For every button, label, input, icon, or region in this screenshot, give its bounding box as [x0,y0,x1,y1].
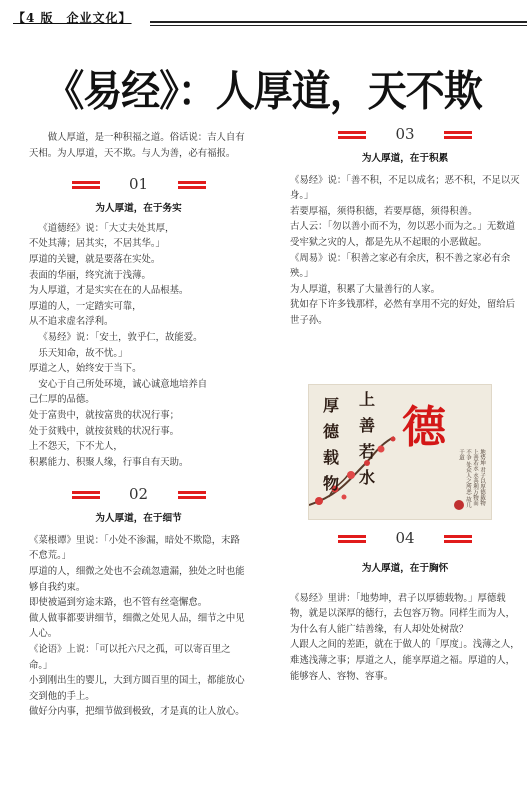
text-line: 人跟人之间的差距，就在于做人的「厚度」。浅薄之人，难逃浅薄之事；厚道之人，能享厚道之福。厚道的人，能够容人、容物、容事。 [290,639,520,682]
text-line: 古人云：「勿以善小而不为，勿以恶小而为之。」无数道受牢狱之灾的人，都是先从不起眼的小恶做起。 [290,221,515,248]
red-bars-icon [72,491,100,499]
text-line: 为人厚道，才是实实在在的人品根基。 [29,285,189,297]
red-bars-icon [178,181,206,189]
section-02-body [29,533,248,720]
text-line: 己仁厚的品德。 [29,394,95,406]
section-03-header [290,124,520,146]
section-01-body [29,221,248,471]
text-line: 小到刚出生的婴儿，大到方圆百里的国土，都能放心交到他的手上。 [29,675,245,702]
left-column [29,130,248,720]
section-subtitle: 为人厚道，在于胸怀 [361,563,449,574]
section-subtitle: 为人厚道，在于积累 [361,153,449,164]
text-line: 《周易》说：「积善之家必有余庆，积不善之家必有余殃。」 [290,252,511,280]
section-subtitle: 为人厚道，在于务实 [95,203,182,215]
text-line: 做人做事都要讲细节，细微之处见人品，细节之中见人心。 [29,612,245,640]
text-line: 《道德经》说：「大丈夫处其厚， [38,222,175,234]
text-line: 积累能力、积聚人缘，行事自有天助。 [29,456,189,468]
page-header [0,0,527,30]
red-bars-icon [338,535,366,543]
header-rule [150,21,527,23]
text-line: 厚道的人，一定踏实可靠， [29,300,142,312]
text-line: 不处其薄；居其实，不居其华。」 [29,238,165,250]
text-line: 乐天知命，故不忧。」 [38,347,128,359]
text-line: 厚道的关键，就是要落在实处。 [29,253,161,265]
text-line: 厚道的人，细微之处也不会疏忽遗漏，独处之时也能够自我约束。 [29,566,245,593]
red-bars-icon [338,131,366,139]
section-04-body [290,591,520,685]
text-line: 上不怨天，下不尤人， [29,441,123,453]
section-03-body [290,173,520,329]
text-line: 处于贫贱中，就按贫贱的状况行事。 [29,425,180,437]
section-label: 【4 版 企业文化】 [13,11,132,25]
red-bars-icon [72,181,100,189]
text-line: 《菜根谭》里说：「小处不渗漏，暗处不欺隐，末路不怠荒。」 [29,534,240,562]
red-bars-icon [178,491,206,499]
text-line: 安心于自己所处环境，诚心诚意地培养自 [38,378,208,390]
text-line: 从不追求虚名浮利。 [29,316,114,328]
section-02-header [29,484,248,506]
section-number: 04 [395,529,415,548]
image-text-column: 上善若水 [359,390,376,487]
text-line: 厚道之人，始终安于当下。 [29,363,142,375]
header-rule-thin [150,25,527,26]
text-line: 表面的华丽，终究流于浅薄。 [29,269,151,281]
section-04-header [290,528,520,550]
image-inscription: 地势坤 君子以厚德载物 上善若水 水善利万物而不争 处众人之所恶 故几于道 [458,449,485,508]
section-number: 01 [128,175,149,194]
calligraphy-image [308,384,492,520]
text-line: 《易经》说：「安土，敦乎仁，故能爱。 [38,331,203,343]
section-number: 02 [128,485,149,504]
text-line: 《论语》上说：「可以托六尺之孤，可以寄百里之命。」 [29,644,231,671]
red-bars-icon [444,131,472,139]
text-line: 做好分内事，把细节做到极致，才是真的让人放心。 [29,706,245,718]
section-number: 03 [395,125,415,144]
text-line: 犹如存下许多钱那样，必然有享用不完的好处，留给后世子孙。 [290,299,516,326]
section-01-header [29,174,248,196]
intro-paragraph: 做人厚道，是一种积福之道。俗话说：吉人自有天相。为人厚道，天不欺。与人为善，必有福报。 [29,132,245,159]
image-text-column: 厚德载物 [323,396,340,493]
article-title: 《易经》：人厚道，天不欺 [45,66,482,117]
text-line: 《易经》说：「善不积，不足以成名；恶不积，不足以灭身。」 [290,174,520,202]
text-line: 即使被逼到穷途末路，也不管有丝毫懈怠。 [29,597,208,609]
text-line: 处于富贵中，就按富贵的状况行事； [29,409,180,421]
red-bars-icon [444,535,472,543]
text-line: 为人厚道，积累了大量善行的人家。 [290,283,441,295]
image-de-character: 德 [402,402,446,453]
right-column [290,124,520,329]
section-subtitle: 为人厚道，在于细节 [95,513,182,525]
text-line: 若要厚福，须得积德，若要厚德，须得积善。 [290,205,478,217]
text-line: 《易经》里讲：「地势坤，君子以厚德载物。」厚德载物，就是以深厚的德行，去包容万物。同样生而为人，为什么有人能广结善缘，有人却处处树敌？ [290,592,516,635]
right-column-lower [290,528,520,684]
